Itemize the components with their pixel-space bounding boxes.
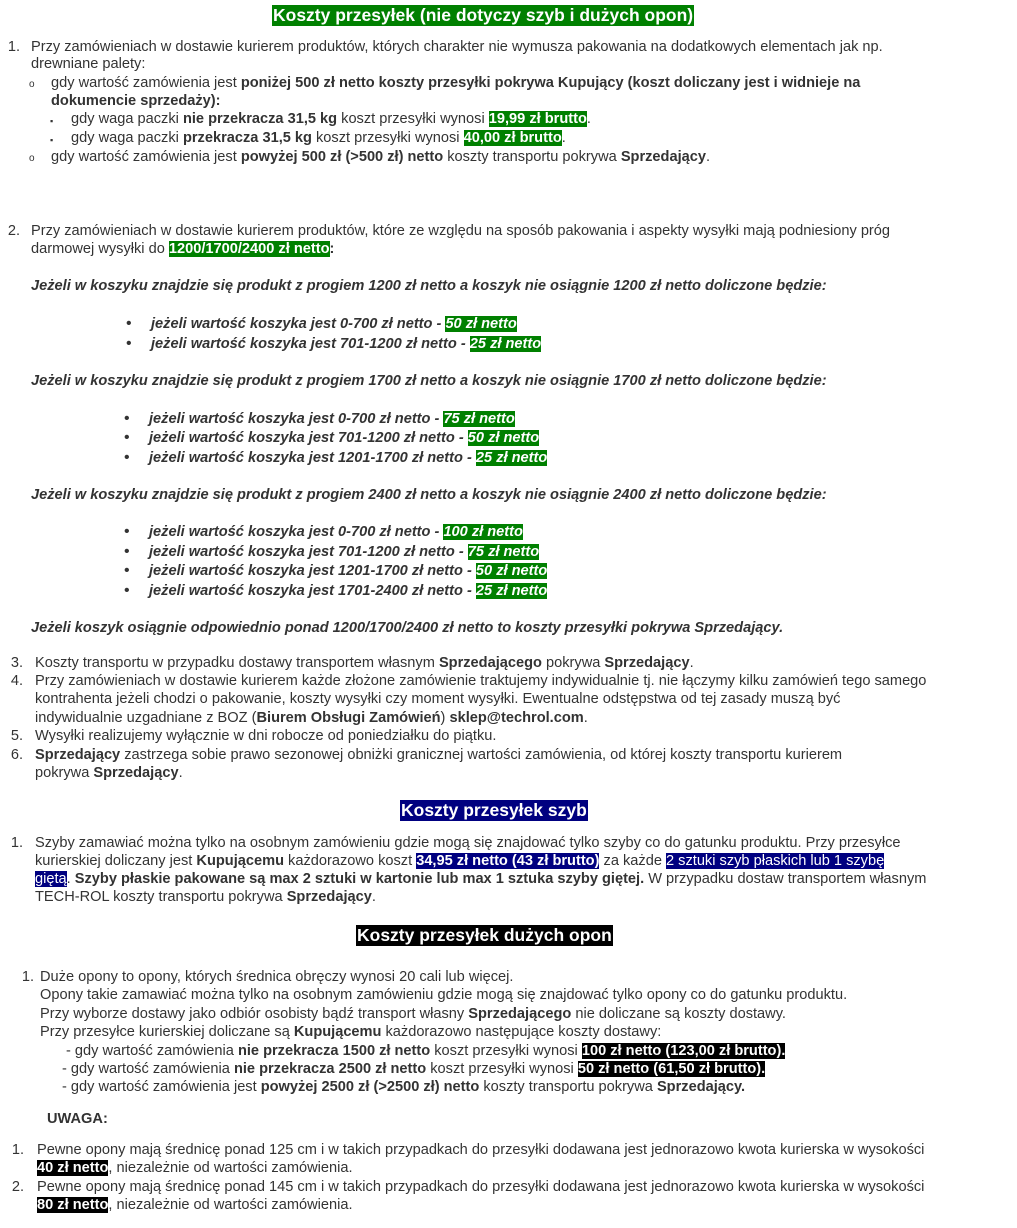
list-number: 3. [10,655,23,671]
section-title-shipping-costs: Koszty przesyłek (nie dotyczy szyb i dużych opon) [273,5,694,25]
weight-rule-item: gdy waga paczki nie przekracza 31,5 kg koszt przesyłki wynosi 19,99 zł brutto. [71,111,591,127]
paragraph-line: 40 zł netto, niezależnie od wartości zamówienia. [37,1160,353,1176]
price-highlight: 40,00 zł brutto [463,130,562,146]
basket-rule-item: jeżeli wartość koszyka jest 701-1200 zł netto - 50 zł netto [149,430,540,446]
price-highlight: 25 zł netto [475,450,548,466]
email-link[interactable]: sklep@techrol.com [449,710,584,726]
price-highlight: 25 zł netto [475,583,548,599]
price-highlight: 50 zł netto [467,430,540,446]
section-title-glass-shipping: Koszty przesyłek szyb [401,800,587,820]
list-number: 1. [11,1142,24,1158]
paragraph-line: Pewne opony mają średnicę ponad 145 cm i w takich przypadkach do przesyłki dodawana jest jednorazowo kwota kurierska w wysokości [37,1179,925,1195]
paragraph-line: Duże opony to opony, których średnica obręczy wynosi 20 cali lub więcej. [40,969,514,985]
list-number: 1. [21,969,34,985]
paragraph-line: 80 zł netto, niezależnie od wartości zamówienia. [37,1197,353,1213]
paragraph-line: Przy wyborze dostawy jako odbiór osobisty bądź transport własny Sprzedającego nie doliczane są koszty dostawy. [40,1006,786,1022]
amount-highlight: 40 zł netto [37,1160,109,1176]
paragraph-line: darmowej wysyłki do 1200/1700/2400 zł netto: [31,241,335,257]
square-bullet-icon: ▪ [50,135,54,145]
basket-rule-item: jeżeli wartość koszyka jest 1201-1700 zł netto - 25 zł netto [149,450,548,466]
price-highlight: 34,95 zł netto (43 zł brutto) [416,853,600,869]
unit-highlight: 2 sztuki szyb płaskich lub 1 szybę [666,853,885,869]
bullet-icon: • [124,410,130,427]
warning-label: UWAGA: [47,1111,108,1127]
sub-item-line: gdy wartość zamówienia jest poniżej 500 zł netto koszty przesyłki pokrywa Kupujący (koszt doliczany jest i widnieje na [51,75,861,91]
basket-rule-item: jeżeli wartość koszyka jest 1701-2400 zł netto - 25 zł netto [149,583,548,599]
bullet-icon: • [124,543,130,560]
bullet-icon: • [124,582,130,599]
list-number: 1. [10,835,23,851]
price-highlight: 50 zł netto [445,316,517,332]
paragraph-line: Szyby zamawiać można tylko na osobnym zamówieniu gdzie mogą się znajdować tylko szyby co do gatunku produktu. Przy przesyłce [35,835,901,851]
basket-rule-item: jeżeli wartość koszyka jest 701-1200 zł netto - 75 zł netto [149,544,540,560]
paragraph-line: Przy zamówieniach w dostawie kurierem produktów, które ze względu na sposób pakowania i aspekty wysyłki mają podniesiony próg [31,223,891,239]
price-highlight: 75 zł netto [467,544,540,560]
paragraph-line: Koszty transportu w przypadku dostawy transportem własnym Sprzedającego pokrywa Sprzedający. [35,655,694,671]
threshold-highlight: 1200/1700/2400 zł netto [168,241,330,257]
circle-bullet-icon: o [29,79,35,90]
price-highlight: 50 zł netto [475,563,548,579]
bullet-icon: • [124,562,130,579]
threshold-group-heading: Jeżeli w koszyku znajdzie się produkt z progiem 1700 zł netto a koszyk nie osiągnie 1700 zł netto doliczone będzie: [31,373,827,389]
threshold-group-heading: Jeżeli w koszyku znajdzie się produkt z progiem 1200 zł netto a koszyk nie osiągnie 1200 zł netto doliczone będzie: [31,278,827,294]
paragraph-line: Opony takie zamawiać można tylko na osobnym zamówieniu gdzie mogą się znajdować tylko opony co do gatunku produktu. [40,987,848,1003]
price-highlight: 25 zł netto [469,336,542,352]
list-number: 2. [7,223,20,239]
paragraph-line: giętą. Szyby płaskie pakowane są max 2 sztuki w kartonie lub max 1 sztuka szyby giętej. W przypadku dostaw transportem własnym [35,871,927,887]
bullet-icon: • [124,429,130,446]
bullet-icon: • [124,449,130,466]
paragraph-line: indywidualnie uzgadniane z BOZ (Biurem Obsługi Zamówień) sklep@techrol.com. [35,710,588,726]
weight-rule-item: gdy waga paczki przekracza 31,5 kg koszt przesyłki wynosi 40,00 zł brutto. [71,130,566,146]
list-number: 6. [10,747,23,763]
basket-rule-item: jeżeli wartość koszyka jest 701-1200 zł netto - 25 zł netto [151,336,542,352]
list-number: 1. [7,39,20,55]
circle-bullet-icon: o [29,153,35,164]
price-highlight: 50 zł netto (61,50 zł brutto). [577,1061,766,1077]
paragraph-line: kurierskiej doliczany jest Kupującemu każdorazowo koszt 34,95 zł netto (43 zł brutto) za każde 2 sztuki szyb płaskich lub 1 szybę [35,853,885,869]
tyre-cost-line: - gdy wartość zamówienia nie przekracza 1500 zł netto koszt przesyłki wynosi 100 zł netto (123,00 zł brutto). [66,1043,786,1059]
paragraph-line: Sprzedający zastrzega sobie prawo sezonowej obniżki granicznej wartości zamówienia, od której koszty transportu kurierem [35,747,843,763]
paragraph-line: kontrahenta jeżeli chodzi o pakowanie, koszty wysyłki czy moment wysyłki. Ewentualne odstępstwa od tej zasady muszą być [35,691,841,707]
price-highlight: 100 zł netto [443,524,523,540]
basket-rule-item: jeżeli wartość koszyka jest 0-700 zł netto - 75 zł netto [149,411,515,427]
sub-item-line: gdy wartość zamówienia jest powyżej 500 zł (>500 zł) netto koszty transportu pokrywa Sprzedający. [51,149,711,165]
list-number: 4. [10,673,23,689]
price-highlight: 75 zł netto [443,411,515,427]
paragraph-line: Przy zamówieniach w dostawie kurierem każde złożone zamówienie traktujemy indywidualnie tj. nie łączymy kilku zamówień tego samego [35,673,927,689]
paragraph-line: pokrywa Sprzedający. [35,765,183,781]
list-number: 5. [10,728,23,744]
section-title-large-tyres: Koszty przesyłek dużych opon [357,925,612,945]
price-highlight: 19,99 zł brutto [488,111,587,127]
bullet-icon: • [124,523,130,540]
paragraph-line: Wysyłki realizujemy wyłącznie w dni robocze od poniedziałku do piątku. [35,728,497,744]
basket-rule-item: jeżeli wartość koszyka jest 0-700 zł netto - 50 zł netto [151,316,517,332]
square-bullet-icon: ▪ [50,116,54,126]
sub-item-line: dokumencie sprzedaży): [51,93,221,109]
basket-rule-item: jeżeli wartość koszyka jest 0-700 zł netto - 100 zł netto [149,524,523,540]
paragraph-line: Pewne opony mają średnicę ponad 125 cm i w takich przypadkach do przesyłki dodawana jest jednorazowo kwota kurierska w wysokości [37,1142,925,1158]
bullet-icon: • [126,335,132,352]
paragraph-line: TECH-ROL koszty transportu pokrywa Sprzedający. [35,889,376,905]
threshold-closing-note: Jeżeli koszyk osiągnie odpowiednio ponad 1200/1700/2400 zł netto to koszty przesyłki pokrywa Sprzedający. [31,620,784,636]
tyre-cost-line: - gdy wartość zamówienia nie przekracza 2500 zł netto koszt przesyłki wynosi 50 zł netto (61,50 zł brutto). [62,1061,766,1077]
tyre-cost-line: - gdy wartość zamówienia jest powyżej 2500 zł (>2500 zł) netto koszty transportu pokrywa Sprzedający. [62,1079,746,1095]
paragraph-line: Przy przesyłce kurierskiej doliczane są Kupującemu każdorazowo następujące koszty dostawy: [40,1024,662,1040]
paragraph-line: drewniane palety: [31,56,146,72]
paragraph-line: Przy zamówieniach w dostawie kurierem produktów, których charakter nie wymusza pakowania na dodatkowych elementach jak np. [31,39,883,55]
threshold-group-heading: Jeżeli w koszyku znajdzie się produkt z progiem 2400 zł netto a koszyk nie osiągnie 2400 zł netto doliczone będzie: [31,487,827,503]
list-number: 2. [11,1179,24,1195]
basket-rule-item: jeżeli wartość koszyka jest 1201-1700 zł netto - 50 zł netto [149,563,548,579]
price-highlight: 100 zł netto (123,00 zł brutto). [581,1043,786,1059]
bullet-icon: • [126,315,132,332]
amount-highlight: 80 zł netto [37,1197,109,1213]
unit-highlight: giętą [35,871,67,887]
